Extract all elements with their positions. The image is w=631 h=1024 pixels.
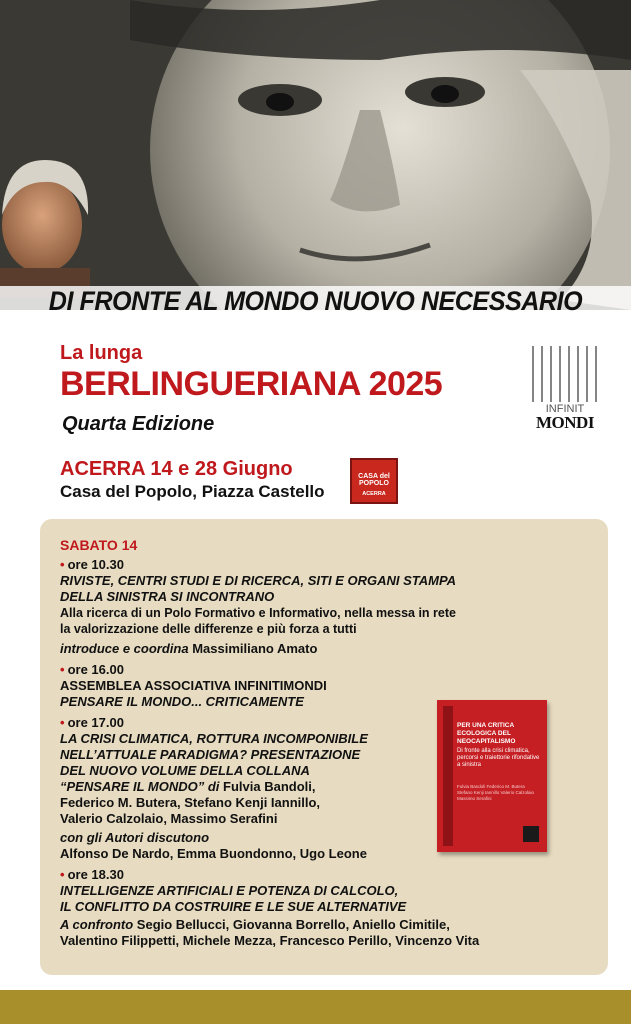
- venue: Casa del Popolo, Piazza Castello: [60, 482, 325, 501]
- event-title: BERLINGUERIANA 2025: [60, 365, 443, 403]
- bullet-icon: •: [60, 557, 65, 572]
- program-day: SABATO 14: [60, 537, 138, 553]
- book-publisher-mark: [523, 826, 539, 842]
- session-time: • ore 16.00: [60, 662, 124, 677]
- footer-bar: [0, 990, 631, 1024]
- session-topic: DELLA SINISTRA SI INCONTRANO: [60, 589, 275, 604]
- session-time: • ore 18.30: [60, 867, 124, 882]
- book-title: PER UNA CRITICA ECOLOGICA DEL NEOCAPITALISMO: [457, 722, 516, 745]
- session-speakers: Valentino Filippetti, Michele Mezza, Francesco Perillo, Vincenzo Vita: [60, 933, 480, 948]
- session-discussants-label: con gli Autori discutono: [60, 830, 210, 845]
- session-3: [60, 715, 430, 862]
- session-time: • ore 17.00: [60, 715, 124, 730]
- session-topic: RIVISTE, CENTRI STUDI E DI RICERCA, SITI E ORGANI STAMPA: [60, 573, 457, 588]
- session-topic: INTELLIGENZE ARTIFICIALI E POTENZA DI CALCOLO,: [60, 883, 399, 898]
- session-4: [60, 867, 600, 949]
- badge-bottom-text: ACERRA: [362, 491, 386, 497]
- session-topic: LA CRISI CLIMATICA, ROTTURA INCOMPONIBILE: [60, 731, 368, 746]
- event-pre-title: La lunga: [60, 342, 143, 364]
- session-topic: ASSEMBLEA ASSOCIATIVA INFINITIMONDI: [60, 678, 327, 693]
- session-topic: DEL NUOVO VOLUME DELLA COLLANA: [60, 763, 310, 778]
- session-topic: NELL’ATTUALE PARADIGMA? PRESENTAZIONE: [60, 747, 361, 762]
- session-subtitle: PENSARE IL MONDO... CRITICAMENTE: [60, 694, 304, 709]
- session-discussants: Alfonso De Nardo, Emma Buondonno, Ugo Leone: [60, 846, 367, 861]
- bullet-icon: •: [60, 715, 65, 730]
- session-speakers: A confronto Segio Bellucci, Giovanna Borrello, Aniello Cimitile,: [60, 917, 450, 932]
- book-subtitle: Di fronte alla crisi climatica, percorsi e traiettorie rifondative a sinistra: [457, 748, 540, 768]
- session-description: la valorizzazione delle differenze e più forza a tutti: [60, 622, 357, 636]
- session-authors: Federico M. Butera, Stefano Kenji Iannillo,: [60, 795, 321, 810]
- badge-top-text: CASA del POPOLO: [358, 473, 390, 487]
- session-topic: IL CONFLITTO DA COSTRUIRE E LE SUE ALTERNATIVE: [60, 899, 407, 914]
- casa-del-popolo-badge: [350, 458, 398, 504]
- main-title: DI FRONTE AL MONDO NUOVO NECESSARIO: [48, 286, 583, 316]
- session-description: Alla ricerca di un Polo Formativo e Informativo, nella messa in rete: [60, 606, 456, 620]
- logo-small-text: INFINIT: [545, 403, 585, 415]
- bullet-icon: •: [60, 867, 65, 882]
- bullet-icon: •: [60, 662, 65, 677]
- logo-text: MONDI: [536, 413, 594, 432]
- event-edition: Quarta Edizione: [62, 413, 215, 435]
- session-authors: “PENSARE IL MONDO” di Fulvia Bandoli,: [60, 779, 316, 794]
- session-authors: Valerio Calzolaio, Massimo Serafini: [60, 811, 278, 826]
- city-dates: ACERRA 14 e 28 Giugno: [60, 458, 293, 480]
- session-time: • ore 10.30: [60, 557, 124, 572]
- hero-photo: [0, 0, 631, 310]
- session-1: [60, 557, 600, 657]
- book-cover: [437, 700, 547, 852]
- book-spine: [443, 706, 453, 846]
- session-moderator: introduce e coordina Massimiliano Amato: [60, 641, 318, 656]
- portrait-illustration: [0, 0, 631, 310]
- book-authors: Fulvia Bandoli Federico M. Butera Stefano Kenji Iannillo Valerio Calzolaio Massimo Serafini: [457, 784, 534, 801]
